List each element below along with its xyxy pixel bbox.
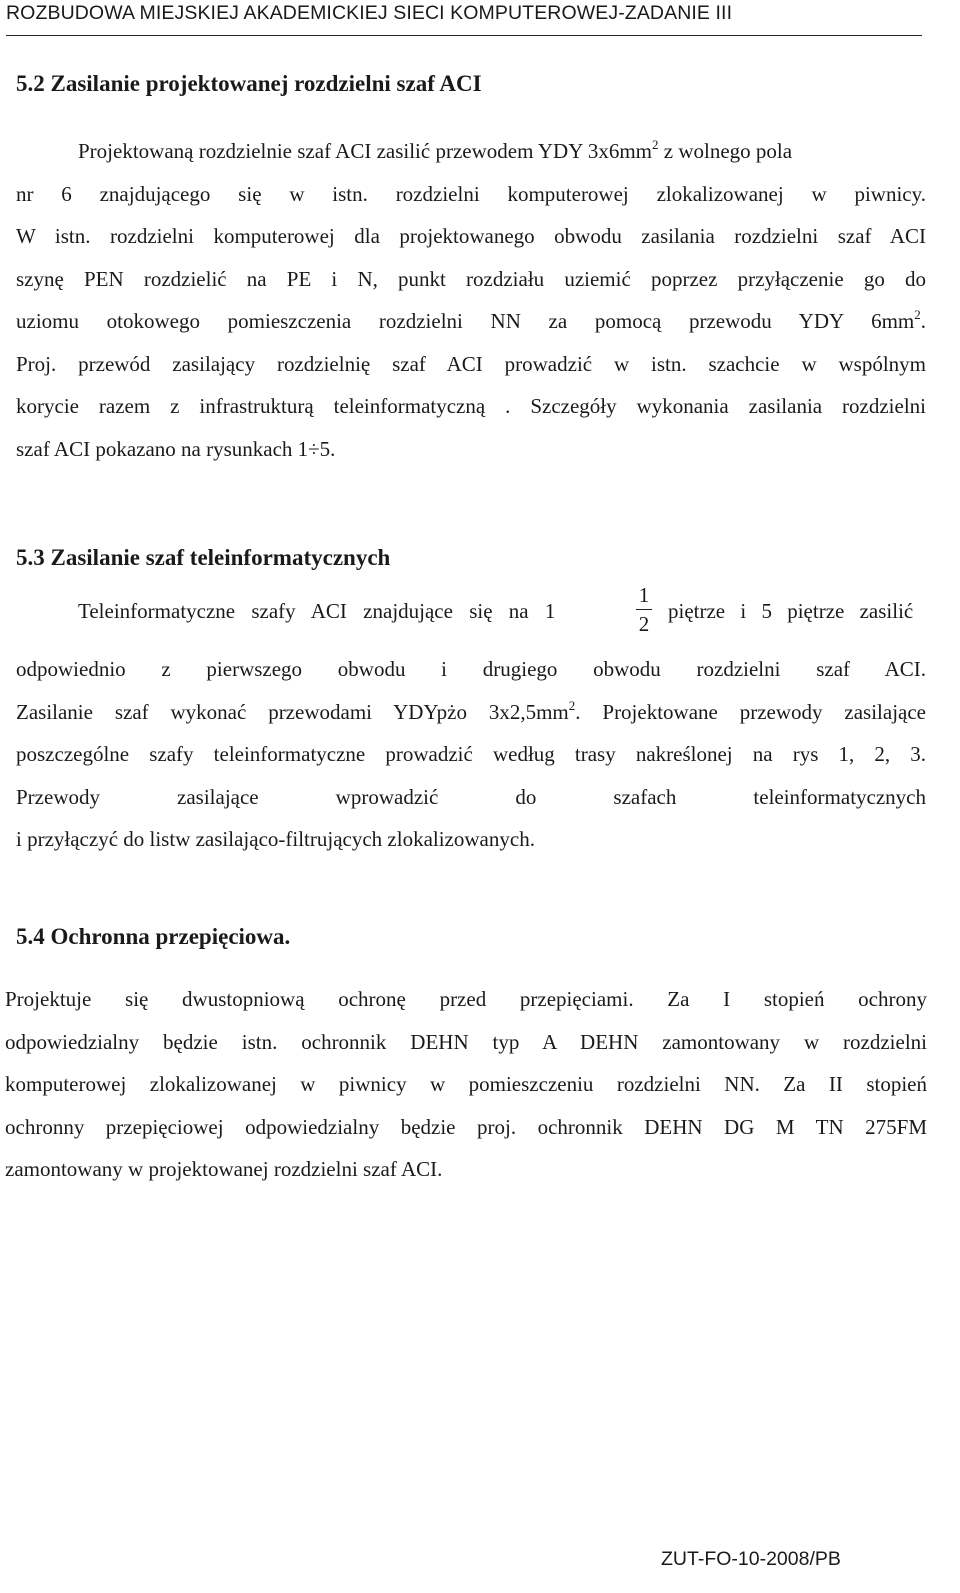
superscript: 2: [652, 137, 659, 152]
text-line: korycie razem z infrastrukturą teleinformatyczną . Szczegóły wykonania zasilania rozdzielni: [16, 394, 926, 418]
text-line: komputerowej zlokalizowanej w piwnicy w pomieszczeniu rozdzielni NN. Za II stopień: [5, 1072, 927, 1096]
text-line: szaf ACI pokazano na rysunkach 1÷5.: [16, 436, 336, 461]
text-line: Proj. przewód zasilający rozdzielnię szaf ACI prowadzić w istn. szachcie w wspólnym: [16, 351, 926, 376]
text-line: odpowiedzialny będzie istn. ochronnik DEHN typ A DEHN zamontowany w rozdzielni: [5, 1029, 927, 1054]
paragraph-5-2: [16, 130, 926, 470]
text-line: i przyłączyć do listw zasilająco-filtrujących zlokalizowanych.: [16, 827, 535, 851]
text-line: uziomu otokowego pomieszczenia rozdzielni NN za pomocą przewodu YDY $6mm^2$.: [16, 307, 926, 333]
text-line: Zasilanie szaf wykonać przewodami YDYpżo $3x2,5mm^2$. Projektowane przewody zasilające: [16, 697, 926, 724]
section-heading-5-2: 5.2 Zasilanie projektowanej rozdzielni szaf ACI: [16, 71, 482, 96]
text-line: Przewody zasilające wprowadzić do szafach teleinformatycznych: [16, 784, 926, 809]
section-heading-5-3: 5.3 Zasilanie szaf teleinformatycznych: [16, 545, 391, 570]
text-line: ochronny przepięciowej odpowiedzialny będzie proj. ochronnik DEHN DG M TN 275FM: [5, 1114, 927, 1139]
text-line: Projektuje się dwustopniową ochronę przed przepięciami. Za I stopień ochrony: [5, 987, 927, 1011]
text-line: zamontowany w projektowanej rozdzielni szaf ACI.: [5, 1157, 443, 1181]
footer-code: ZUT-FO-10-2008/PB: [661, 1548, 841, 1570]
text-line: W istn. rozdzielni komputerowej dla projektowanego obwodu zasilania rozdzielni szaf ACI: [16, 224, 926, 248]
superscript: 2: [568, 697, 576, 713]
paragraph-5-3: [16, 648, 926, 861]
text-line-with-fraction: [16, 583, 926, 638]
text-line: nr 6 znajdującego się w istn. rozdzielni komputerowej zlokalizowanej w piwnicy.: [16, 181, 926, 206]
fraction-numerator: 1: [638, 583, 650, 607]
fraction-denominator: 2: [638, 612, 650, 636]
superscript: 2: [914, 307, 921, 322]
text-line: szynę PEN rozdzielić na PE i N, punkt rozdziału uziemić poprzez przyłączenie go do: [16, 266, 926, 291]
header-rule: [6, 35, 922, 36]
fraction: [636, 582, 652, 637]
text-segment: Teleinformatyczne szafy ACI znajdujące się na 1: [78, 599, 556, 623]
running-header: ROZBUDOWA MIEJSKIEJ AKADEMICKIEJ SIECI KOMPUTEROWEJ-ZADANIE III: [6, 2, 733, 24]
section-heading-5-4: 5.4 Ochronna przepięciowa.: [16, 924, 291, 949]
text-line: odpowiednio z pierwszego obwodu i drugiego obwodu rozdzielni szaf ACI.: [16, 657, 926, 681]
text-line: Projektowaną rozdzielnie szaf ACI zasilić przewodem YDY $3x6mm^2$ z wolnego pola: [78, 137, 793, 163]
fraction-bar: [636, 609, 652, 610]
text-segment: piętrze i 5 piętrze zasilić: [668, 599, 914, 623]
paragraph-5-4: [5, 978, 927, 1191]
text-line: poszczególne szafy teleinformatyczne prowadzić według trasy nakreślonej na rys 1, 2, 3.: [16, 742, 926, 766]
